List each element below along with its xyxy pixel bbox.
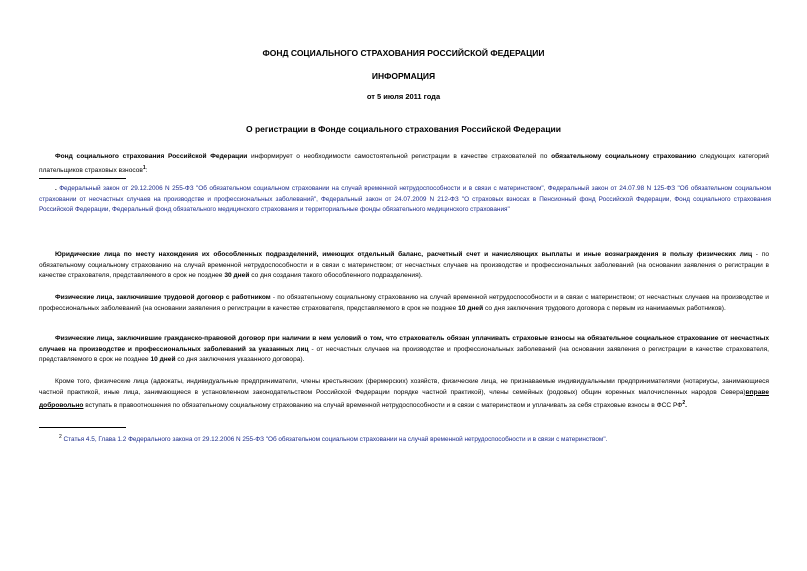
p4-text-1: Кроме того, физические лица (адвокаты, индивидуальные предприниматели, члены крестьянских (фермерских) хозяйств, физические лица, не признаваемые индивидуальными предпринимателями (нотариусы, занимающиеся частной практикой, иные лица, занимающиеся в установленном законодательством Российской Федерации порядке частной практикой), члены семейных (родовых) общин коренных малочисленных народов Севера) [39,378,769,396]
intro-bold-insurance: обязательному социальному страхованию [551,153,697,160]
footnote-separator-1 [39,178,126,179]
p3-text-1: - от несчастных случаев на производстве и профессиональных заболеваний (на основании заявления о регистрации в качестве страхователя, представляемого в срок не позднее [39,345,769,364]
doc-type-heading: ИНФОРМАЦИЯ [371,71,436,81]
p4-tail: . [685,402,687,410]
paragraph-civil-contract [39,334,769,366]
intro-paragraph [39,152,769,176]
p2-text-2: со дня заключения трудового договора с первым из нанимаемых работников). [483,304,726,312]
p2-text-1: - по обязательному социальному страхованию на случай временной нетрудоспособности и в связи с материнством; от несчастных случаев на производстве и профессиональных заболеваний (на основании заявления о регистрации в качестве страхователя, представляемого в срок не позднее [39,294,769,312]
paragraph-voluntary [39,377,769,412]
p4-text-2: вступать в правоотношения по обязательному социальному страхованию на случай временной нетрудоспособности и в связи с материнством и уплачивать за себя страховые взносы в ФСС РФ [83,402,683,410]
footnote-1-mark: . [55,185,57,192]
intro-tail: : [145,166,148,174]
org-heading: ФОНД СОЦИАЛЬНОГО СТРАХОВАНИЯ РОССИЙСКОЙ ФЕДЕРАЦИИ [262,48,545,58]
p1-text-1: - по обязательному социальному страхованию на случай временной нетрудоспособности и в связи с материнством; от несчастных случаев на производстве и профессиональных заболеваний (на основании заявления о регистрации в качестве страхователя, представляемого в срок не позднее [39,251,769,280]
intro-bold-org: Фонд социального страхования Российской Федерации [55,153,248,160]
p3-days: 10 дней [150,356,176,364]
intro-text-2: следующих категорий плательщиков страховых взносов [39,153,769,174]
footnote-2 [39,432,771,446]
intro-text-1: информирует о необходимости самостоятельной регистрации в качестве страхователей по [247,153,552,160]
footnote-2-mark: 2 [59,434,62,440]
footnote-2-text[interactable]: Статья 4.5, Глава 1.2 Федерального закона от 29.12.2006 N 255-ФЗ "Об обязательном социальном страховании на случай временной нетрудоспособности и в связи с материнством". [61,436,608,444]
footnote-ref-1[interactable]: 1 [142,164,146,171]
p4-voluntary: вправе добровольно [39,388,769,410]
paragraph-employment-contract [39,293,769,314]
p1-bold: Юридические лица по месту нахождения их обособленных подразделений, имеющих отдельный баланс, расчетный счет и начисляющих выплаты и иные вознаграждения в пользу физических лиц [55,251,753,258]
p1-text-2: со дня создания такого обособленного подразделения). [249,272,423,280]
p1-days: 30 дней [224,272,250,280]
p3-text-2: со дня заключения указанного договора). [175,356,305,364]
p2-bold: Физические лица, заключившие трудовой договор с работником [55,294,271,301]
footnote-separator-2 [39,427,126,428]
footnote-1-text[interactable]: Федеральный закон от 29.12.2006 N 255-ФЗ "Об обязательном социальном страховании на случай временной нетрудоспособности и в связи с материнством", Федеральный закон от 24.07.98 N 125-ФЗ "Об обязательном социальном страховании от несчастных случаев на производстве и профессиональных заболеваний", Федеральный закон от 24.07.2009 N 212-ФЗ "О страховых взносах в Пенсионный фонд Российской Федерации, Фонд социального страхования Российской Федерации, Федеральный фонд обязательного медицинского страхования и территориальные фонды обязательного медицинского страхования" [39,185,771,214]
footnote-1 [39,184,771,216]
doc-title: О регистрации в Фонде социального страхования Российской Федерации [245,124,562,134]
paragraph-legal-entities [39,250,769,282]
p2-days: 10 дней [458,304,484,312]
footnote-ref-2[interactable]: 2 [682,400,686,407]
p3-bold: Физические лица, заключившие гражданско-правовой договор при наличии в нем условий о том, что страхователь обязан уплачивать страховые взносы на обязательное социальное страхование от несчастных случаев на производстве и профессиональных заболеваний за указанных лиц [39,335,769,353]
doc-date: от 5 июля 2011 года [366,92,441,101]
